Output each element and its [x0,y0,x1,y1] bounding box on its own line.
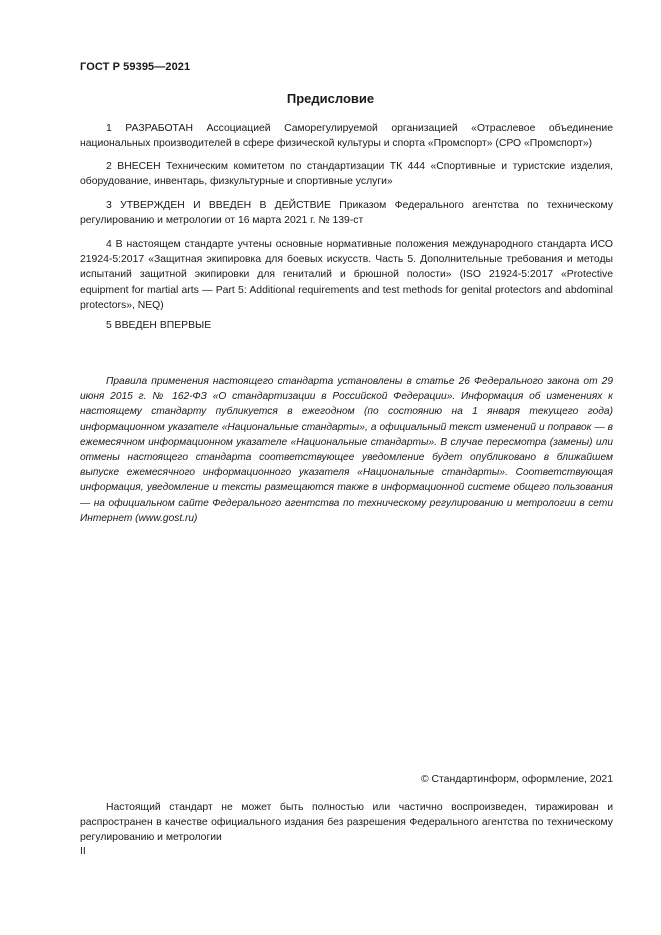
preface-item-5: 5 ВВЕДЕН ВПЕРВЫЕ [106,320,212,331]
standard-id: ГОСТ Р 59395—2021 [80,61,191,73]
preface-item-2: 2 ВНЕСЕН Техническим комитетом по стандартизации ТК 444 «Спортивные и туристские изделия, оборудование, инвентарь, физкультурные и спортивные услуги» [80,161,613,188]
standard-application-notice: Правила применения настоящего стандарта установлены в статье 26 Федерального закона от 29 июня 2015 г. № 162-ФЗ «О стандартизации в Российской Федерации». Информация об изменениях к настоящему стандарту публикуется в ежегодном (по состоянию на 1 января текущего года) информационном указателе «Национальные стандарты», а официальный текст изменений и поправок — в ежемесячном информационном указателе «Национальные стандарты». В случае пересмотра (замены) или отмены настоящего стандарта соответствующее уведомление будет опубликовано в ближайшем выпуске ежемесячного информационного указателя «Национальные стандарты». Соответствующая информация, уведомление и тексты размещаются также в информационной системе общего пользования — на официальном сайте Федерального агентства по техническому регулированию и метрологии в сети Интернет (www.gost.ru) [80,376,613,524]
preface-item-1: 1 РАЗРАБОТАН Ассоциацией Саморегулируемой организацией «Отраслевое объединение национальных производителей в сфере физической культуры и спорта «Промспорт» (СРО «Промспорт») [80,123,613,150]
copyright-line: © Стандартинформ, оформление, 2021 [420,774,613,785]
page-number: II [80,846,86,857]
preface-item-4: 4 В настоящем стандарте учтены основные нормативные положения международного стандарта ИСО 21924-5:2017 «Защитная экипировка для боевых искусств. Часть 5. Дополнительные требования и методы испытаний защитной экипировки для гениталий и брюшной полости» (ISO 21924-5:2017 «Protective equipment for martial arts — Part 5: Additional requirements and test methods for genital protectors and abdominal protectors», NEQ) [80,239,613,311]
reproduction-notice: Настоящий стандарт не может быть полностью или частично воспроизведен, тиражирован и распространен в качестве официального издания без разрешения Федерального агентства по техническому регулированию и метрологии [80,802,613,844]
preface-item-3: 3 УТВЕРЖДЕН И ВВЕДЕН В ДЕЙСТВИЕ Приказом Федерального агентства по техническому регулированию и метрологии от 16 марта 2021 г. № 139-ст [80,200,613,227]
preface-title: Предисловие [286,91,375,106]
